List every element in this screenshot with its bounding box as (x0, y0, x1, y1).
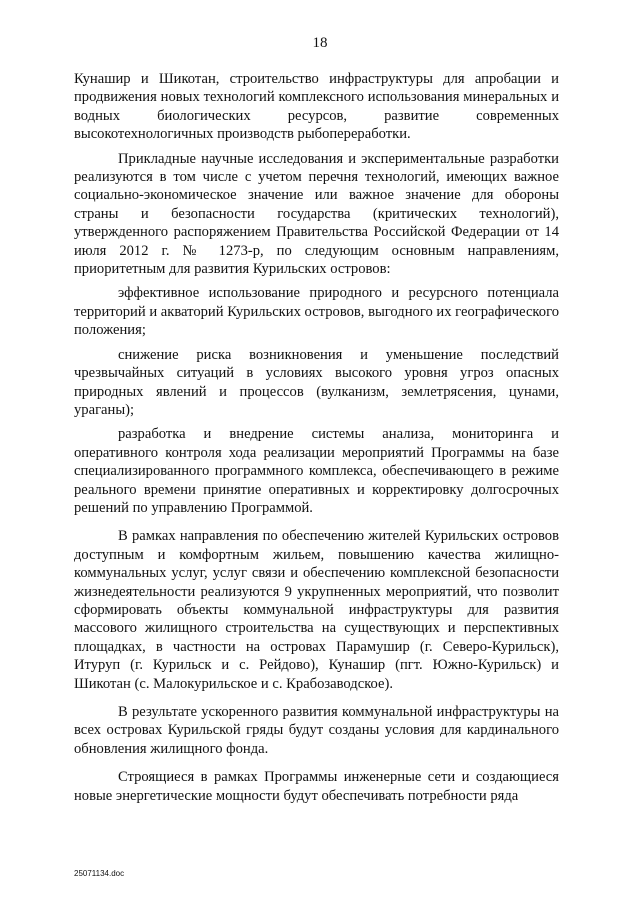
paragraph-engineering-networks: Строящиеся в рамках Программы инженерные сети и создающиеся новые энергетические мощности будут обеспечивать потребности ряда (74, 769, 559, 804)
paragraph-infrastructure-result: В результате ускоренного развития коммунальной инфраструктуры на всех островах Курильской гряды будут созданы условия для кардинального обновления жилищного фонда. (74, 704, 559, 757)
paragraph-item-monitoring-system: разработка и внедрение системы анализа, мониторинга и оперативного контроля хода реализации мероприятий Программы на базе специализированного программного комплекса, обеспечивающего в режиме реального времени принятие оперативных и корректировку долгосрочных решений по управлению Программой. (74, 426, 559, 516)
paragraph-continuation: Кунашир и Шикотан, строительство инфраструктуры для апробации и продвижения новых технологий комплексного использования минеральных и водных биологических ресурсов, развитие современных высокотехнологичных производств рыбопереработки. (74, 71, 559, 143)
document-file-code: 25071134.doc (74, 869, 125, 878)
paragraph-housing-direction: В рамках направления по обеспечению жителей Курильских островов доступным и комфортным жильем, повышению качества жилищно-коммунальных услуг, услуг связи и обеспечению комплексной безопасности жизнедеятельности реализуются 9 укрупненных мероприятий, что позволит сформировать объекты коммунальной инфраструктуры для развития массового жилищного строительства на существующих и перспективных площадках, в частности на островах Парамушир (г. Северо-Курильск), Итуруп (г. Курильск и с. Рейдово), Кунашир (пгт. Южно-Курильск) и Шикотан (с. Малокурильское и с. Крабозаводское). (74, 528, 559, 692)
paragraph-item-risk-reduction: снижение риска возникновения и уменьшение последствий чрезвычайных ситуаций в условиях высокого уровня угроз опасных природных явлений и процессов (вулканизм, землетрясения, цунами, ураганы); (74, 346, 559, 418)
document-body (74, 70, 559, 811)
paragraph-item-resource-use: эффективное использование природного и ресурсного потенциала территорий и акваторий Курильских островов, выгодного их географического положения; (74, 285, 559, 339)
page-number: 18 (312, 35, 328, 51)
paragraph-applied-research: Прикладные научные исследования и экспериментальные разработки реализуются в том числе с учетом перечня технологий, имеющих важное социально-экономическое значение или важное значение для обороны страны и безопасности государства (критических технологий), утвержденного распоряжением Правительства Российской Федерации от 14 июля 2012 г. № 1273-р, по следующим основным направлениям, приоритетным для развития Курильских островов: (74, 150, 559, 278)
